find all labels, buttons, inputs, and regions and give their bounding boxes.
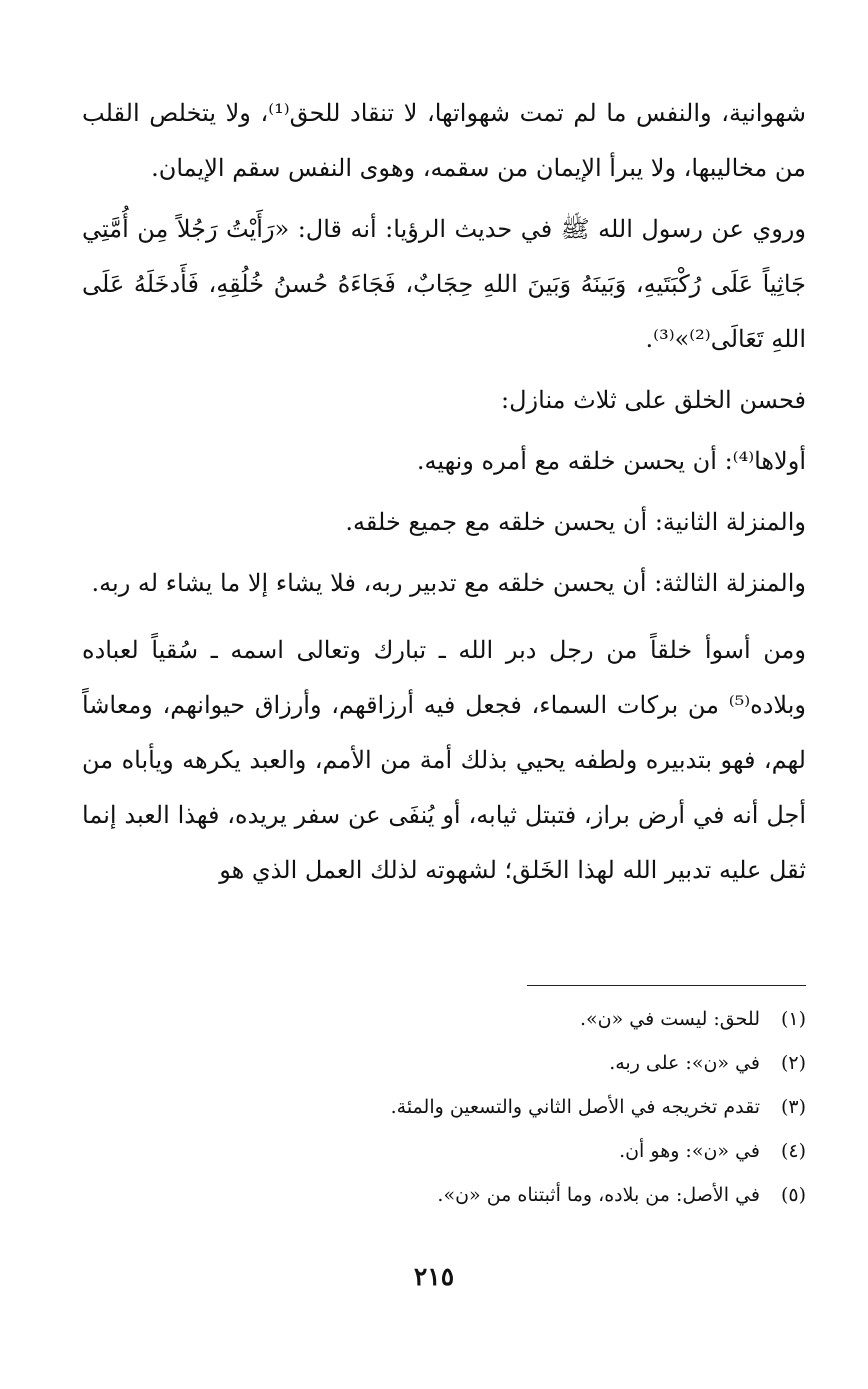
footnote-number: (٤) (780, 1140, 806, 1162)
footnote-2 (82, 1044, 806, 1083)
paragraph-3: فحسن الخلق على ثلاث منازل: (501, 386, 806, 414)
footnote-1 (82, 1000, 806, 1039)
footnote-4 (82, 1132, 806, 1171)
footnote-number: (٣) (780, 1096, 806, 1118)
paragraph-6: والمنزلة الثالثة: أن يحسن خلقه مع تدبير ربه، فلا يشاء إلا ما يشاء له ربه. (91, 569, 806, 597)
footnote-3 (82, 1088, 806, 1127)
main-text (82, 86, 806, 898)
paragraph-7: ومن أسوأ خلقاً من رجل دبر الله ـ تبارك وتعالى اسمه ـ سُقياً لعباده وبلاده⁽⁵⁾ من بركات السماء، فجعل فيه أرزاقهم، وأرزاق حيوانهم، ومعاشاً لهم، فهو بتدبيره ولطفه يحيي بذلك أمة من الأمم، والعبد يكرهه ويأباه من أجل أنه في أرض براز، فتبتل ثيابه، أو يُنفَى عن سفر يريده، فهذا العبد إنما ثقل عليه تدبير الله لهذا الخَلق؛ لشهوته لذلك العمل الذي هو (82, 636, 806, 884)
paragraph-4: أولاها⁽⁴⁾: أن يحسن خلقه مع أمره ونهيه. (416, 447, 806, 475)
footnotes (82, 1000, 806, 1220)
paragraph-2: وروي عن رسول الله ﷺ في حديث الرؤيا: أنه قال: «رَأَيْتُ رَجُلاً مِن أُمَّتِي جَاثِياً عَلَى رُكْبَتَيهِ، وَبَينَهُ وَبَينَ اللهِ حِجَابٌ، فَجَاءَهُ حُسنُ خُلُقِهِ، فَأَدخَلَهُ عَلَى اللهِ تَعَالَى⁽²⁾»⁽³⁾. (82, 215, 806, 353)
footnote-text: في «ن»: على ربه. (609, 1052, 760, 1074)
paragraph-5: والمنزلة الثانية: أن يحسن خلقه مع جميع خلقه. (345, 508, 806, 536)
footnote-text: في الأصل: من بلاده، وما أثبتناه من «ن». (437, 1184, 760, 1206)
footnote-text: في «ن»: وهو أن. (619, 1140, 760, 1162)
footnote-text: للحق: ليست في «ن». (580, 1008, 760, 1030)
footnote-divider (527, 985, 806, 986)
page-number: ٢١٥ (413, 1262, 455, 1291)
footnote-5 (82, 1176, 806, 1215)
footnote-text: تقدم تخريجه في الأصل الثاني والتسعين والمئة. (390, 1096, 760, 1118)
footnote-number: (٥) (780, 1184, 806, 1206)
footnote-number: (٢) (780, 1052, 806, 1074)
footnote-number: (١) (780, 1008, 806, 1030)
paragraph-1: شهوانية، والنفس ما لم تمت شهواتها، لا تنقاد للحق⁽¹⁾، ولا يتخلص القلب من مخاليبها، ولا يبرأ الإيمان من سقمه، وهوى النفس سقم الإيمان. (82, 99, 806, 182)
